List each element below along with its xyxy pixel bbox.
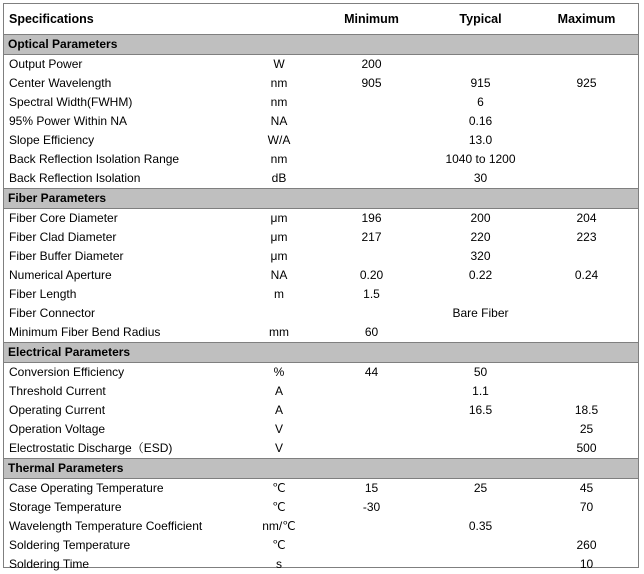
minimum-cell — [317, 382, 426, 401]
typical-cell: 16.5 — [426, 401, 535, 420]
minimum-cell — [317, 131, 426, 150]
maximum-cell: 223 — [535, 228, 638, 247]
typical-cell — [426, 323, 535, 343]
unit-cell: nm — [241, 150, 317, 169]
param-name-cell: Back Reflection Isolation — [4, 169, 241, 189]
maximum-cell — [535, 304, 638, 323]
table-row — [4, 382, 638, 401]
param-name-cell: Case Operating Temperature — [4, 479, 241, 499]
typical-cell: 25 — [426, 479, 535, 499]
typical-cell: 30 — [426, 169, 535, 189]
maximum-cell — [535, 247, 638, 266]
minimum-cell — [317, 93, 426, 112]
unit-cell: W — [241, 55, 317, 75]
param-name-cell: Output Power — [4, 55, 241, 75]
param-name-cell: Slope Efficiency — [4, 131, 241, 150]
param-name-cell: Back Reflection Isolation Range — [4, 150, 241, 169]
maximum-cell — [535, 131, 638, 150]
section-title: Thermal Parameters — [4, 459, 638, 479]
table-row — [4, 131, 638, 150]
minimum-cell: 196 — [317, 209, 426, 229]
maximum-cell: 25 — [535, 420, 638, 439]
minimum-cell — [317, 401, 426, 420]
minimum-cell: 0.20 — [317, 266, 426, 285]
table-row — [4, 74, 638, 93]
param-name-cell: Operating Current — [4, 401, 241, 420]
maximum-cell — [535, 55, 638, 75]
maximum-cell — [535, 363, 638, 383]
header-typical: Typical — [426, 4, 535, 35]
table-row — [4, 420, 638, 439]
unit-cell: W/A — [241, 131, 317, 150]
unit-cell: μm — [241, 228, 317, 247]
unit-cell: s — [241, 555, 317, 574]
table-row — [4, 498, 638, 517]
minimum-cell: 15 — [317, 479, 426, 499]
table-row — [4, 401, 638, 420]
section-header-row — [4, 35, 638, 55]
minimum-cell: 200 — [317, 55, 426, 75]
typical-cell: 915 — [426, 74, 535, 93]
typical-cell — [426, 420, 535, 439]
minimum-cell — [317, 150, 426, 169]
table-row — [4, 169, 638, 189]
table-row — [4, 363, 638, 383]
unit-cell: V — [241, 420, 317, 439]
maximum-cell: 18.5 — [535, 401, 638, 420]
minimum-cell — [317, 439, 426, 459]
header-unit — [241, 4, 317, 35]
unit-cell: μm — [241, 247, 317, 266]
minimum-cell — [317, 304, 426, 323]
table-row — [4, 266, 638, 285]
typical-cell: 6 — [426, 93, 535, 112]
minimum-cell — [317, 112, 426, 131]
table-row — [4, 247, 638, 266]
unit-cell: ℃ — [241, 479, 317, 499]
maximum-cell: 500 — [535, 439, 638, 459]
typical-cell: 13.0 — [426, 131, 535, 150]
minimum-cell — [317, 536, 426, 555]
unit-cell: mm — [241, 323, 317, 343]
table-row — [4, 285, 638, 304]
specifications-table — [4, 4, 638, 574]
typical-cell — [426, 555, 535, 574]
table-row — [4, 55, 638, 75]
unit-cell: A — [241, 401, 317, 420]
typical-cell: 50 — [426, 363, 535, 383]
maximum-cell — [535, 285, 638, 304]
minimum-cell — [317, 555, 426, 574]
minimum-cell: -30 — [317, 498, 426, 517]
section-title: Optical Parameters — [4, 35, 638, 55]
param-name-cell: 95% Power Within NA — [4, 112, 241, 131]
param-name-cell: Fiber Buffer Diameter — [4, 247, 241, 266]
typical-cell: 200 — [426, 209, 535, 229]
param-name-cell: Fiber Connector — [4, 304, 241, 323]
spec-table-frame — [3, 3, 639, 568]
minimum-cell — [317, 247, 426, 266]
section-title: Fiber Parameters — [4, 189, 638, 209]
unit-cell: % — [241, 363, 317, 383]
table-row — [4, 209, 638, 229]
table-row — [4, 439, 638, 459]
typical-cell: 1.1 — [426, 382, 535, 401]
param-name-cell: Minimum Fiber Bend Radius — [4, 323, 241, 343]
maximum-cell — [535, 169, 638, 189]
header-specifications: Specifications — [4, 4, 241, 35]
unit-cell: NA — [241, 112, 317, 131]
spec-table-body — [4, 35, 638, 574]
param-name-cell: Operation Voltage — [4, 420, 241, 439]
param-name-cell: Spectral Width(FWHM) — [4, 93, 241, 112]
typical-cell — [426, 55, 535, 75]
table-row — [4, 536, 638, 555]
unit-cell: NA — [241, 266, 317, 285]
minimum-cell: 217 — [317, 228, 426, 247]
param-name-cell: Center Wavelength — [4, 74, 241, 93]
maximum-cell — [535, 517, 638, 536]
table-row — [4, 304, 638, 323]
maximum-cell — [535, 150, 638, 169]
unit-cell: V — [241, 439, 317, 459]
typical-cell: 220 — [426, 228, 535, 247]
maximum-cell — [535, 323, 638, 343]
typical-cell: Bare Fiber — [426, 304, 535, 323]
typical-cell: 0.22 — [426, 266, 535, 285]
minimum-cell — [317, 169, 426, 189]
minimum-cell: 60 — [317, 323, 426, 343]
param-name-cell: Conversion Efficiency — [4, 363, 241, 383]
unit-cell: dB — [241, 169, 317, 189]
maximum-cell: 10 — [535, 555, 638, 574]
maximum-cell: 45 — [535, 479, 638, 499]
table-row — [4, 517, 638, 536]
maximum-cell — [535, 382, 638, 401]
typical-cell: 0.16 — [426, 112, 535, 131]
minimum-cell — [317, 517, 426, 536]
unit-cell: ℃ — [241, 498, 317, 517]
typical-cell: 1040 to 1200 — [426, 150, 535, 169]
table-row — [4, 228, 638, 247]
minimum-cell — [317, 420, 426, 439]
param-name-cell: Threshold Current — [4, 382, 241, 401]
section-header-row — [4, 189, 638, 209]
unit-cell: m — [241, 285, 317, 304]
unit-cell — [241, 304, 317, 323]
minimum-cell: 44 — [317, 363, 426, 383]
typical-cell: 0.35 — [426, 517, 535, 536]
param-name-cell: Soldering Temperature — [4, 536, 241, 555]
typical-cell: 320 — [426, 247, 535, 266]
param-name-cell: Wavelength Temperature Coefficient — [4, 517, 241, 536]
unit-cell: nm/℃ — [241, 517, 317, 536]
table-row — [4, 112, 638, 131]
header-minimum: Minimum — [317, 4, 426, 35]
unit-cell: A — [241, 382, 317, 401]
section-title: Electrical Parameters — [4, 343, 638, 363]
header-row — [4, 4, 638, 35]
table-row — [4, 555, 638, 574]
table-row — [4, 150, 638, 169]
maximum-cell: 925 — [535, 74, 638, 93]
param-name-cell: Fiber Core Diameter — [4, 209, 241, 229]
minimum-cell: 905 — [317, 74, 426, 93]
typical-cell — [426, 498, 535, 517]
param-name-cell: Fiber Length — [4, 285, 241, 304]
section-header-row — [4, 343, 638, 363]
maximum-cell: 260 — [535, 536, 638, 555]
typical-cell — [426, 285, 535, 304]
maximum-cell — [535, 93, 638, 112]
table-row — [4, 479, 638, 499]
unit-cell: nm — [241, 74, 317, 93]
header-maximum: Maximum — [535, 4, 638, 35]
maximum-cell — [535, 112, 638, 131]
unit-cell: nm — [241, 93, 317, 112]
param-name-cell: Soldering Time — [4, 555, 241, 574]
unit-cell: μm — [241, 209, 317, 229]
typical-cell — [426, 536, 535, 555]
maximum-cell: 70 — [535, 498, 638, 517]
unit-cell: ℃ — [241, 536, 317, 555]
table-row — [4, 93, 638, 112]
param-name-cell: Numerical Aperture — [4, 266, 241, 285]
maximum-cell: 0.24 — [535, 266, 638, 285]
param-name-cell: Fiber Clad Diameter — [4, 228, 241, 247]
param-name-cell: Storage Temperature — [4, 498, 241, 517]
minimum-cell: 1.5 — [317, 285, 426, 304]
maximum-cell: 204 — [535, 209, 638, 229]
param-name-cell: Electrostatic Discharge（ESD) — [4, 439, 241, 459]
section-header-row — [4, 459, 638, 479]
typical-cell — [426, 439, 535, 459]
table-row — [4, 323, 638, 343]
